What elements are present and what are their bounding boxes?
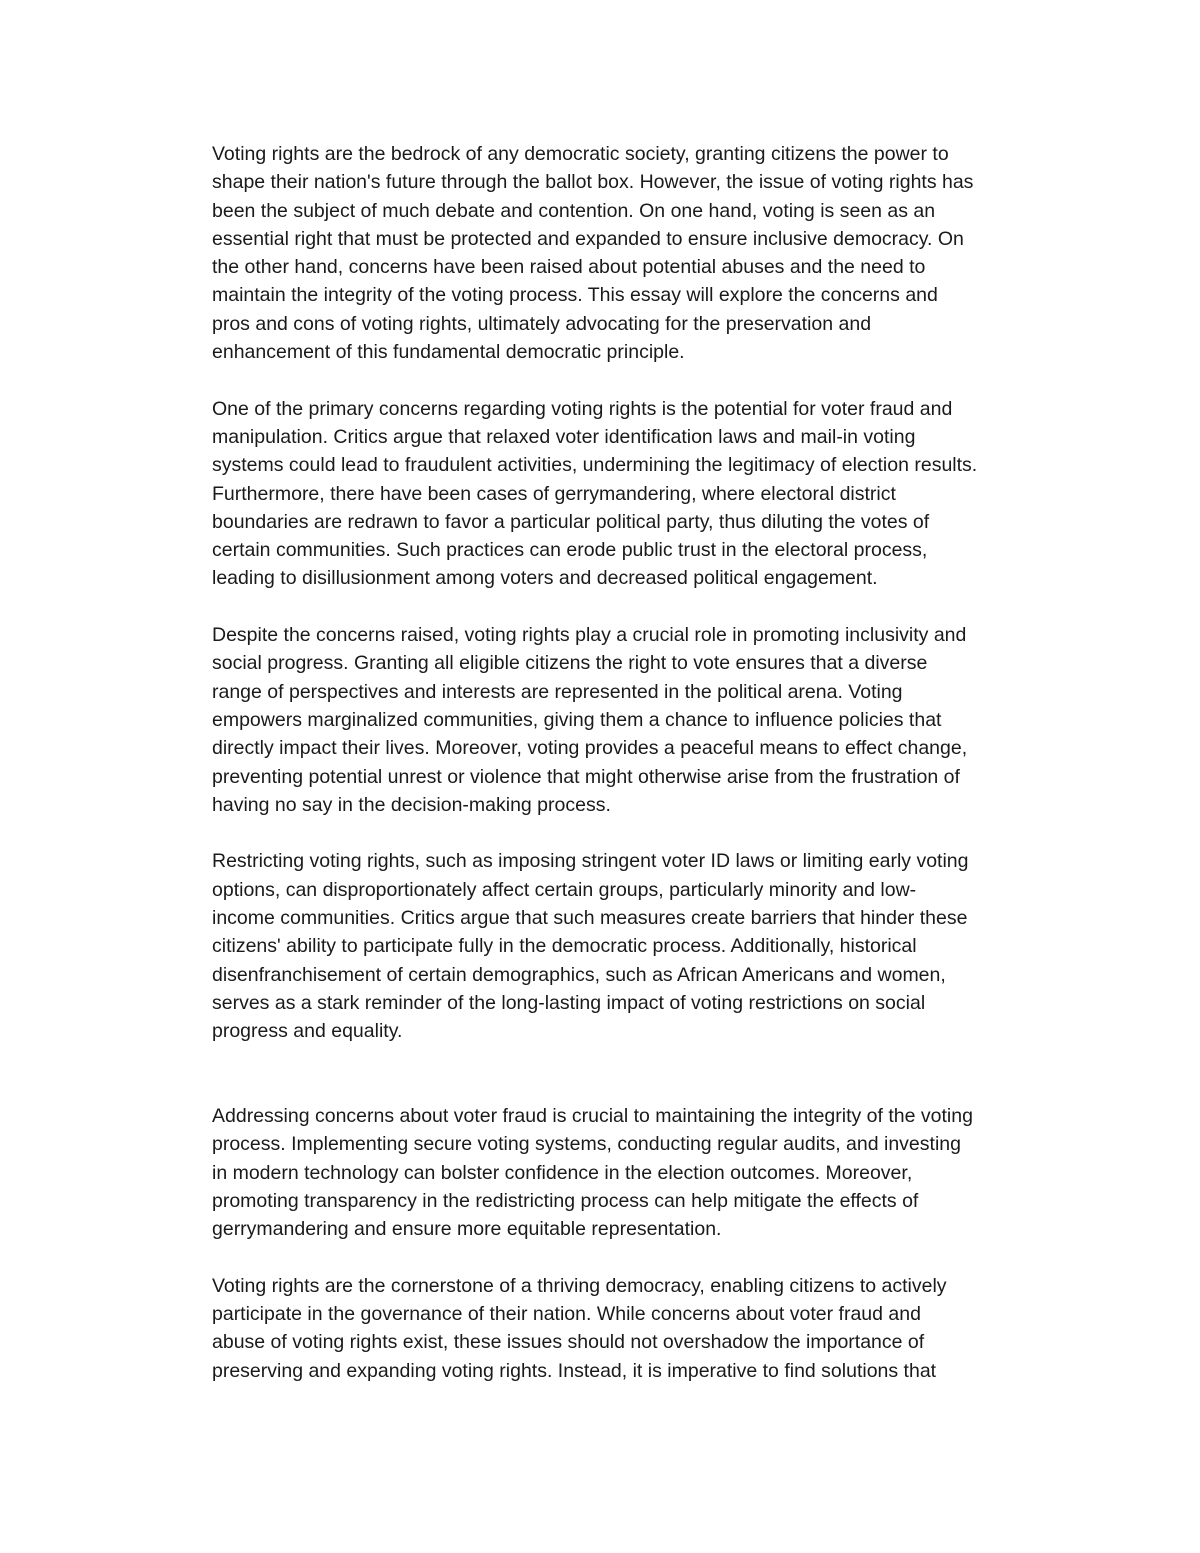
text-line: boundaries are redrawn to favor a particular political party, thus diluting the votes of xyxy=(212,510,930,533)
text-line: preventing potential unrest or violence that might otherwise arise from the frustration of xyxy=(212,765,960,788)
text-line: the other hand, concerns have been raised about potential abuses and the need to xyxy=(212,256,926,279)
text-line: enhancement of this fundamental democratic principle. xyxy=(212,341,685,364)
text-line: been the subject of much debate and contention. On one hand, voting is seen as an xyxy=(212,199,936,222)
paragraph-spacer xyxy=(212,1046,1072,1103)
text-line: disenfranchisement of certain demographics, such as African Americans and women, xyxy=(212,963,946,986)
text-line: preserving and expanding voting rights. Instead, it is imperative to find solutions that xyxy=(212,1359,937,1382)
paragraph-spacer xyxy=(212,366,1072,394)
text-line: essential right that must be protected and expanded to ensure inclusive democracy. On xyxy=(212,227,964,250)
text-line: promoting transparency in the redistricting process can help mitigate the effects of xyxy=(212,1189,919,1212)
text-line: manipulation. Critics argue that relaxed voter identification laws and mail-in voting xyxy=(212,425,916,448)
text-line: One of the primary concerns regarding voting rights is the potential for voter fraud and xyxy=(212,397,953,420)
text-line: social progress. Granting all eligible citizens the right to vote ensures that a diverse xyxy=(212,652,928,675)
text-line: pros and cons of voting rights, ultimately advocating for the preservation and xyxy=(212,312,872,335)
text-line: participate in the governance of their nation. While concerns about voter fraud and xyxy=(212,1303,921,1326)
text-line: range of perspectives and interests are represented in the political arena. Voting xyxy=(212,680,903,703)
text-line: progress and equality. xyxy=(212,1020,403,1043)
paragraph-6 xyxy=(212,1272,1072,1385)
text-line: abuse of voting rights exist, these issues should not overshadow the importance of xyxy=(212,1331,925,1354)
paragraph-3 xyxy=(212,621,1072,819)
paragraph-1 xyxy=(212,140,1072,366)
text-line: options, can disproportionately affect certain groups, particularly minority and low- xyxy=(212,878,917,901)
paragraph-spacer xyxy=(212,819,1072,847)
text-line: Addressing concerns about voter fraud is crucial to maintaining the integrity of the voting xyxy=(212,1105,973,1128)
paragraph-4 xyxy=(212,847,1072,1045)
text-line: directly impact their lives. Moreover, voting provides a peaceful means to effect change, xyxy=(212,737,968,760)
text-line: systems could lead to fraudulent activities, undermining the legitimacy of election results. xyxy=(212,454,978,477)
text-line: in modern technology can bolster confidence in the election outcomes. Moreover, xyxy=(212,1161,913,1184)
text-line: maintain the integrity of the voting process. This essay will explore the concerns and xyxy=(212,284,938,307)
text-line: citizens' ability to participate fully in the democratic process. Additionally, historical xyxy=(212,935,917,958)
text-line: Despite the concerns raised, voting rights play a crucial role in promoting inclusivity and xyxy=(212,624,967,647)
paragraph-spacer xyxy=(212,1244,1072,1272)
text-line: shape their nation's future through the ballot box. However, the issue of voting rights has xyxy=(212,171,974,194)
text-line: having no say in the decision-making process. xyxy=(212,793,611,816)
text-line: gerrymandering and ensure more equitable representation. xyxy=(212,1218,722,1241)
text-line: Furthermore, there have been cases of gerrymandering, where electoral district xyxy=(212,482,896,505)
text-line: Restricting voting rights, such as imposing stringent voter ID laws or limiting early voting xyxy=(212,850,969,873)
text-line: process. Implementing secure voting systems, conducting regular audits, and investing xyxy=(212,1133,961,1156)
text-line: empowers marginalized communities, giving them a chance to influence policies that xyxy=(212,708,942,731)
paragraph-spacer xyxy=(212,593,1072,621)
paragraph-5 xyxy=(212,1102,1072,1243)
text-line: income communities. Critics argue that such measures create barriers that hinder these xyxy=(212,907,968,930)
text-line: leading to disillusionment among voters and decreased political engagement. xyxy=(212,567,878,590)
text-line: certain communities. Such practices can erode public trust in the electoral process, xyxy=(212,539,928,562)
essay-body xyxy=(212,140,1072,1385)
text-line: Voting rights are the bedrock of any democratic society, granting citizens the power to xyxy=(212,143,949,165)
text-line: serves as a stark reminder of the long-lasting impact of voting restrictions on social xyxy=(212,991,926,1014)
text-line: Voting rights are the cornerstone of a thriving democracy, enabling citizens to actively xyxy=(212,1274,947,1297)
paragraph-2 xyxy=(212,395,1072,593)
